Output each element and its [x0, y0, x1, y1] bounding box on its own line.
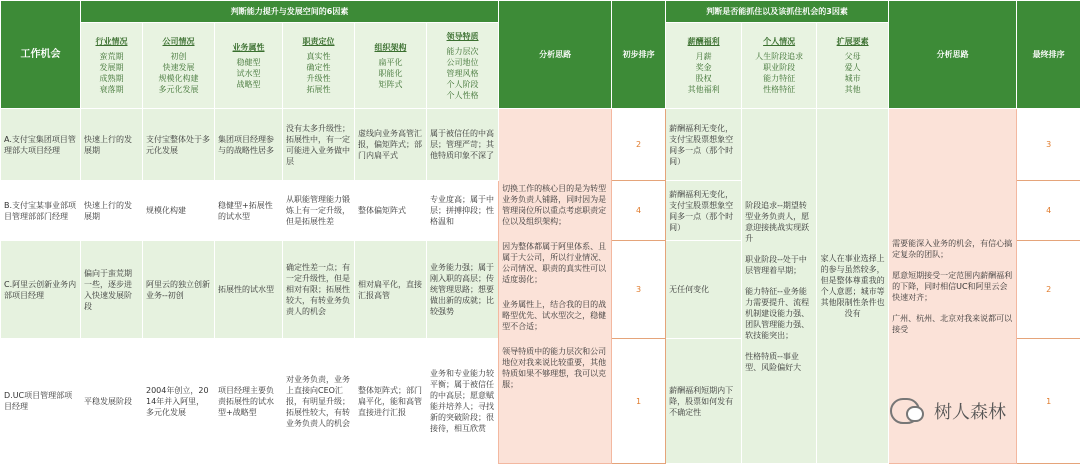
factor-items: 蛮荒期 发展期 成熟期 衰落期: [84, 51, 139, 95]
org-cell: 相对扁平化，直接汇报高管: [355, 241, 427, 339]
extend-cell: 家人在事业选择上的参与虽然较多，但是整体尊重我的个人意愿；城市等其他限制性条件也没有: [817, 109, 889, 464]
leader-cell: 业务和专业能力较平衡；属于被信任的中高层；愿意赋能并培养人；寻找新的突破阶段；很接待，相互欣赏: [427, 339, 499, 464]
table-row: [1, 109, 1080, 181]
factor-items: 真实性 确定性 升级性 拓展性: [286, 51, 351, 95]
analysis-point: 因为整体都属于阿里体系、且属于大公司，所以行业情况、公司情况、职责的真实性可以适度弱化；: [502, 241, 608, 285]
factor-items: 父母 爱人 城市 其他: [820, 51, 885, 95]
job-cell: A.支付宝集团项目管理部大项目经理: [1, 109, 81, 181]
factor-items: 扁平化 职能化 矩阵式: [358, 57, 423, 90]
personal-point: 能力特征--业务能力需要提升、流程机制建设能力强、团队管理能力强、软技能突出；: [745, 286, 813, 341]
analysis-point: 广州、杭州、北京对我来说都可以接受: [892, 313, 1013, 335]
initial-rank-cell: 2: [612, 109, 666, 181]
final-rank-header: 最终排序: [1017, 1, 1080, 109]
factor-items: 稳健型 试水型 战略型: [218, 57, 279, 90]
personal-cell: [742, 109, 817, 464]
initial-rank-cell: 4: [612, 181, 666, 241]
company-cell: 支付宝整体处于多元化发展: [143, 109, 215, 181]
company-cell: 阿里云的独立创新业务--初创: [143, 241, 215, 339]
factor-name: 行业情况: [84, 36, 139, 47]
salary-cell: 薪酬福利无变化，支付宝股票想象空间多一点（那个时间）: [666, 181, 742, 241]
business-cell: 稳健型+拓展性的试水型: [215, 181, 283, 241]
business-cell: 集团项目经理参与的战略性居多: [215, 109, 283, 181]
business-cell: 拓展性的试水型: [215, 241, 283, 339]
factor-items: 初创 快速发展 规模化构建 多元化发展: [146, 51, 211, 95]
duty-cell: 没有太多升级性；拓展性中，有一定可能进入业务做中层: [283, 109, 355, 181]
factor-org: [355, 23, 427, 109]
factor-personal: [742, 23, 817, 109]
factor-industry: [81, 23, 143, 109]
left-section-title: 判断能力提升与发展空间的6因素: [81, 1, 499, 23]
analysis-right-header: 分析思路: [889, 1, 1017, 109]
final-rank-cell: 4: [1017, 181, 1080, 241]
initial-rank-cell: 3: [612, 241, 666, 339]
org-cell: 整体偏矩阵式: [355, 181, 427, 241]
final-rank-cell: 1: [1017, 339, 1080, 464]
duty-cell: 对业务负责，业务上直接向CEO汇报，有明显升级；拓展性较大，有转业务负责人的机会: [283, 339, 355, 464]
industry-cell: 偏向于蛮荒期一些，逐步进入快速发展阶段: [81, 241, 143, 339]
factor-items: 人生阶段追求 职业阶段 能力特征 性格特征: [745, 51, 813, 95]
leader-cell: 属于被信任的中高层；管理严苛；其他特质印象不深了: [427, 109, 499, 181]
industry-cell: 快速上行的发展期: [81, 181, 143, 241]
job-cell: D.UC项目管理部项目经理: [1, 339, 81, 464]
salary-cell: 薪酬福利无变化，支付宝股票想象空间多一点（那个时间）: [666, 109, 742, 181]
salary-cell: 无任何变化: [666, 241, 742, 339]
duty-cell: 确定性差一点；有一定升级性，但是相对有限；拓展性较大，有转业务负责人的机会: [283, 241, 355, 339]
initial-rank-cell: 1: [612, 339, 666, 464]
factor-business: [215, 23, 283, 109]
wechat-icon: [890, 398, 920, 424]
job-cell: C.阿里云创新业务内部项目经理: [1, 241, 81, 339]
factor-name: 个人情况: [745, 36, 813, 47]
analysis-left-header: 分析思路: [499, 1, 612, 109]
factor-name: 薪酬福利: [669, 36, 738, 47]
final-rank-cell: 3: [1017, 109, 1080, 181]
org-cell: 整体矩阵式；部门扁平化，能和高管直接进行汇报: [355, 339, 427, 464]
right-section-title: 判断是否能抓住以及该抓住机会的3因素: [666, 1, 889, 23]
factor-extend: [817, 23, 889, 109]
analysis-left-cell: [499, 109, 612, 464]
analysis-point: 需要能深入业务的机会，有信心搞定复杂的团队；: [892, 238, 1013, 260]
watermark-text: 树人森林: [934, 398, 1006, 424]
factor-name: 扩展要素: [820, 36, 885, 47]
factor-name: 职责定位: [286, 36, 351, 47]
job-cell: B.支付宝某事业部项目管理部部门经理: [1, 181, 81, 241]
analysis-point: 愿意短期接受一定范围内薪酬福利的下降，同时相信UC和阿里云会快速对齐；: [892, 270, 1013, 303]
job-header: 工作机会: [1, 1, 81, 109]
company-cell: 2004年创立，2014年并入阿里，多元化发展: [143, 339, 215, 464]
analysis-point: 业务属性上，结合我的目的战略型优先、试水型次之，稳健型不合适；: [502, 299, 608, 332]
factor-name: 公司情况: [146, 36, 211, 47]
personal-point: 职业阶段--处于中层管理着早期；: [745, 254, 813, 276]
personal-point: 性格特质--事业型、风险偏好大: [745, 351, 813, 373]
factor-name: 领导特质: [430, 31, 495, 42]
industry-cell: 快速上行的发展期: [81, 109, 143, 181]
analysis-point: 切换工作的核心目的是为转型业务负责人铺路，同时因为是管理岗位所以重点考虑职责定位以及组织架构；: [502, 183, 608, 227]
duty-cell: 从职能管理能力锻炼上有一定升级，但是拓展性差: [283, 181, 355, 241]
company-cell: 规模化构建: [143, 181, 215, 241]
watermark: [890, 393, 1080, 429]
factor-name: 业务属性: [218, 42, 279, 53]
factor-name: 组织架构: [358, 42, 423, 53]
leader-cell: 专业度高；属于中层；拼搏抑段；性格温和: [427, 181, 499, 241]
factor-duty: [283, 23, 355, 109]
industry-cell: 平稳发展阶段: [81, 339, 143, 464]
leader-cell: 业务能力强；属于刚入职的高层；传统管理思路；想要做出新的成就；比较强势: [427, 241, 499, 339]
factor-salary: [666, 23, 742, 109]
initial-rank-header: 初步排序: [612, 1, 666, 109]
factor-company: [143, 23, 215, 109]
salary-cell: 薪酬福利短期内下降，股票如何发有不确定性: [666, 339, 742, 464]
final-rank-cell: 2: [1017, 241, 1080, 339]
analysis-point: 领导特质中的能力层次和公司地位对我来说比较重要，其他特质如果不够理想，我可以克服；: [502, 346, 608, 390]
personal-point: 阶段追求--期望转型业务负责人，愿意迎接挑战实现跃升: [745, 200, 813, 244]
org-cell: 虚线向业务高管汇报，偏矩阵式；部门内扁平式: [355, 109, 427, 181]
factor-items: 能力层次 公司地位 管理风格 个人阶段 个人性格: [430, 46, 495, 101]
factor-leader: [427, 23, 499, 109]
business-cell: 项目经理主要负责拓展性的试水型+战略型: [215, 339, 283, 464]
factor-items: 月薪 奖金 股权 其他福利: [669, 51, 738, 95]
